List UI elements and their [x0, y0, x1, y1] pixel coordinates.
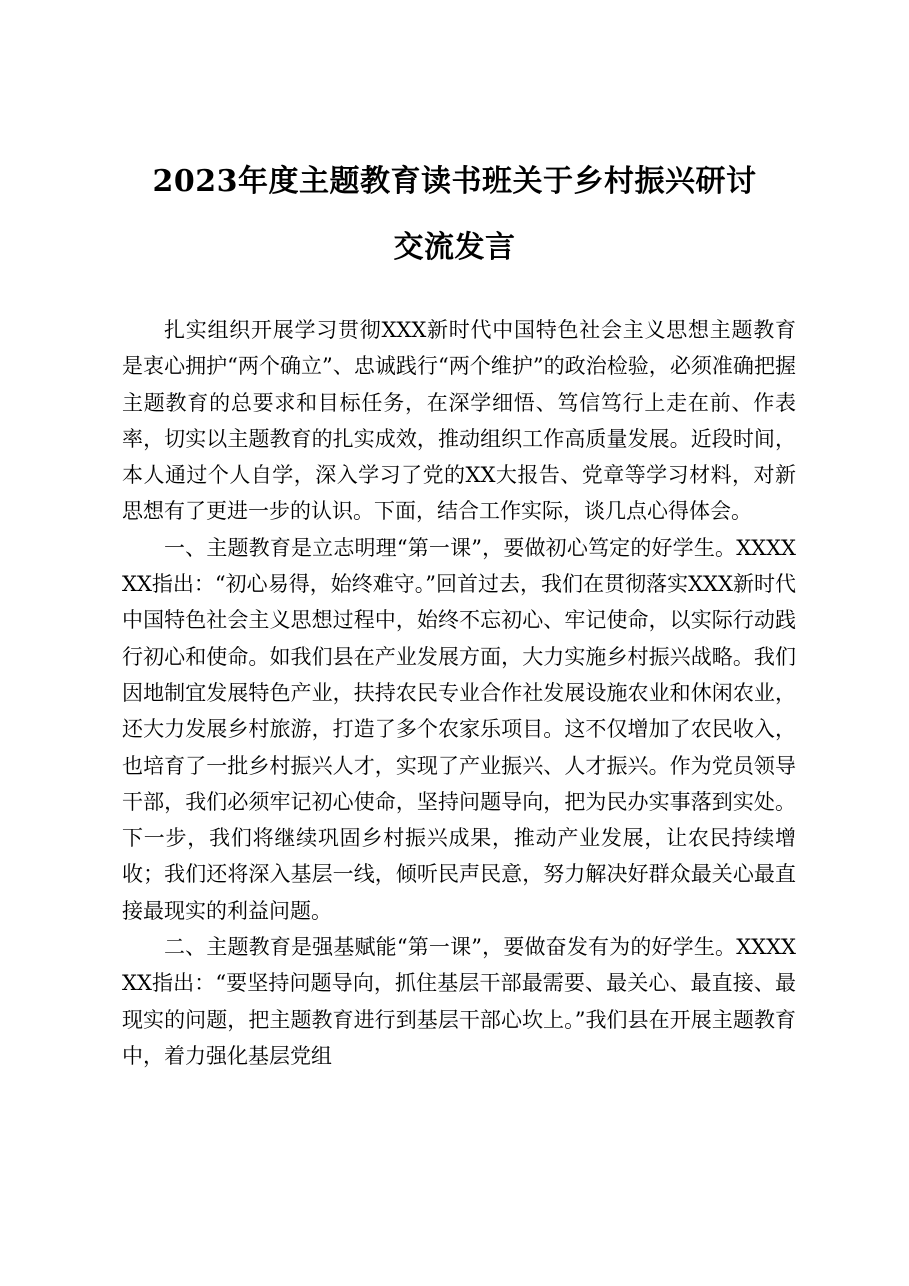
paragraph-section-1: 一、主题教育是立志明理“第一课”，要做初心笃定的好学生。XXXXXX指出：“初心易得，始终难守。”回首过去，我们在贯彻落实XXX新时代中国特色社会主义思想过程中，始终不忘初心、牢记使命，以实际行动践行初心和使命。如我们县在产业发展方面，大力实施乡村振兴战略。我们因地制宜发展特色产业，扶持农民专业合作社发展设施农业和休闲农业，还大力发展乡村旅游，打造了多个农家乐项目。这不仅增加了农民收入，也培育了一批乡村振兴人才，实现了产业振兴、人才振兴。作为党员领导干部，我们必须牢记初心使命，坚持问题导向，把为民办实事落到实处。下一步，我们将继续巩固乡村振兴成果，推动产业发展，让农民持续增收；我们还将深入基层一线，倾听民声民意，努力解决好群众最关心最直接最现实的利益问题。: [122, 535, 796, 923]
paragraph-intro: 扎实组织开展学习贯彻XXX新时代中国特色社会主义思想主题教育是衷心拥护“两个确立”、忠诚践行“两个维护”的政治检验，必须准确把握主题教育的总要求和目标任务，在深学细悟、笃信笃行上走在前、作表率，切实以主题教育的扎实成效，推动组织工作高质量发展。近段时间，本人通过个人自学，深入学习了党的XX大报告、党章等学习材料，对新思想有了更进一步的认识。下面，结合工作实际，谈几点心得体会。: [122, 318, 796, 524]
document-title-line-1: 2023年度主题教育读书班关于乡村振兴研讨: [152, 164, 757, 199]
paragraph-section-2: 二、主题教育是强基赋能“第一课”，要做奋发有为的好学生。XXXXXX指出：“要坚持问题导向，抓住基层干部最需要、最关心、最直接、最现实的问题，把主题教育进行到基层干部心坎上。”我们县在开展主题教育中，着力强化基层党组: [122, 935, 796, 1068]
document-title-line-2: 交流发言: [393, 230, 516, 265]
document-body: [122, 312, 796, 1074]
